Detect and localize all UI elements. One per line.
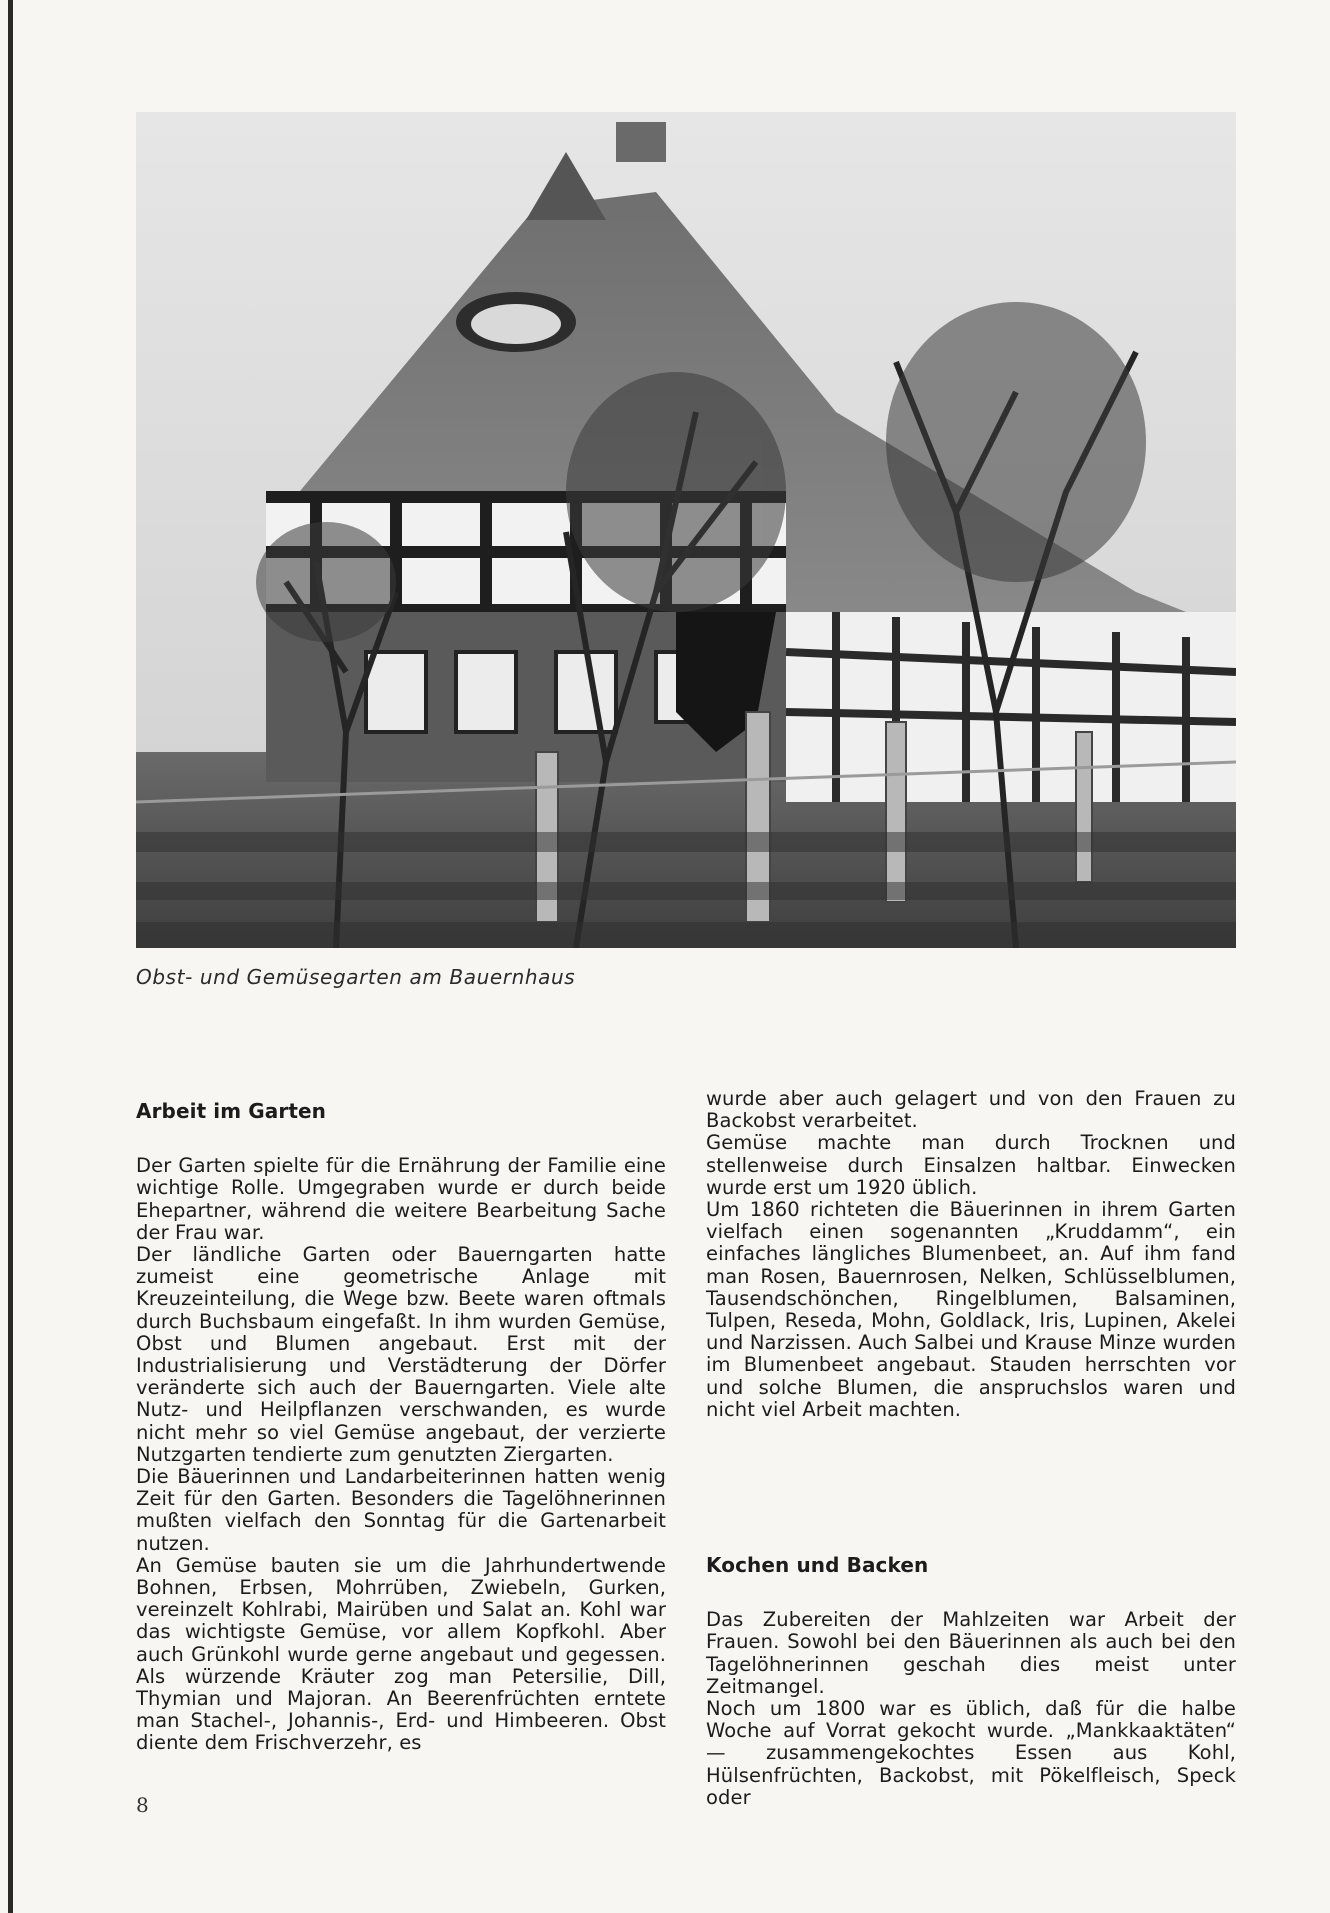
right-column (706, 1088, 1236, 1809)
paragraph: An Gemüse bauten sie um die Jahrhundertwende Bohnen, Erbsen, Mohrrüben, Zwiebeln, Gurken, vereinzelt Kohlrabi, Mairüben und Salat an. Kohl war das wichtigste Gemüse, vor allem Kopfkohl. Aber auch Grünkohl wurde gerne angebaut und gegessen. Als würzende Kräuter zog man Petersilie, Dill, Thymian und Majoran. An Beerenfrüchten erntete man Stachel-, Johannis-, Erd- und Himbeeren. Obst diente dem Frischverzehr, es (136, 1553, 666, 1755)
section-heading-cooking: Kochen und Backen (706, 1553, 929, 1578)
paragraph: Noch um 1800 war es üblich, daß für die halbe Woche auf Vorrat gekocht wurde. „Mankkaaktäten“ — zusammengekochtes Essen aus Kohl, Hülsenfrüchten, Backobst, mit Pökelfleisch, Speck oder (706, 1697, 1236, 1809)
left-column (136, 1088, 666, 1755)
paragraph: Um 1860 richteten die Bäuerinnen in ihrem Garten vielfach einen sogenannten „Kruddamm“, ein einfaches längliches Blumenbeet, an. Auf ihm fand man Rosen, Bauernrosen, Nelken, Schlüsselblumen, Tausendschönchen, Ringelblumen, Balsaminen, Tulpen, Reseda, Mohn, Goldlack, Iris, Lupinen, Akelei und Narzissen. Auch Salbei und Krause Minze wurden im Blumenbeet angebaut. Stauden herrschten vor und solche Blumen, die anspruchslos waren und nicht viel Arbeit machten. (706, 1198, 1236, 1421)
paragraph: Der Garten spielte für die Ernährung der Familie eine wichtige Rolle. Umgegraben wurde er durch beide Ehepartner, während die weitere Bearbeitung Sache der Frau war. (136, 1154, 666, 1244)
column-spacer (706, 1421, 1236, 1554)
page-number: 8 (136, 1793, 149, 1817)
page-edge-shadow (8, 0, 13, 1913)
paragraph: Die Bäuerinnen und Landarbeiterinnen hatten wenig Zeit für den Garten. Besonders die Tagelöhnerinnen mußten vielfach den Sonntag für die Gartenarbeit nutzen. (136, 1465, 666, 1555)
figure-caption: Obst- und Gemüsegarten am Bauernhaus (136, 965, 576, 989)
farmhouse-photo (136, 112, 1236, 948)
section-heading-garden: Arbeit im Garten (136, 1099, 326, 1123)
paragraph: Der ländliche Garten oder Bauerngarten hatte zumeist eine geometrische Anlage mit Kreuzeinteilung, die Wege bzw. Beete waren oftmals durch Buchsbaum eingefaßt. In ihm wurden Gemüse, Obst und Blumen angebaut. Erst mit der Industrialisierung und Verstädterung der Dörfer veränderte sich auch der Bauerngarten. Viele alte Nutz- und Heilpflanzen verschwanden, es wurde nicht mehr so viel Gemüse angebaut, der verzierte Nutzgarten tendierte zum genutzten Ziergarten. (136, 1243, 666, 1466)
paragraph: Das Zubereiten der Mahlzeiten war Arbeit der Frauen. Sowohl bei den Bäuerinnen als auch bei den Tagelöhnerinnen geschah dies meist unter Zeitmangel. (706, 1608, 1236, 1698)
paragraph: wurde aber auch gelagert und von den Frauen zu Backobst verarbeitet. (706, 1087, 1236, 1133)
paragraph: Gemüse machte man durch Trocknen und stellenweise durch Einsalzen haltbar. Einwecken wurde erst um 1920 üblich. (706, 1131, 1236, 1199)
